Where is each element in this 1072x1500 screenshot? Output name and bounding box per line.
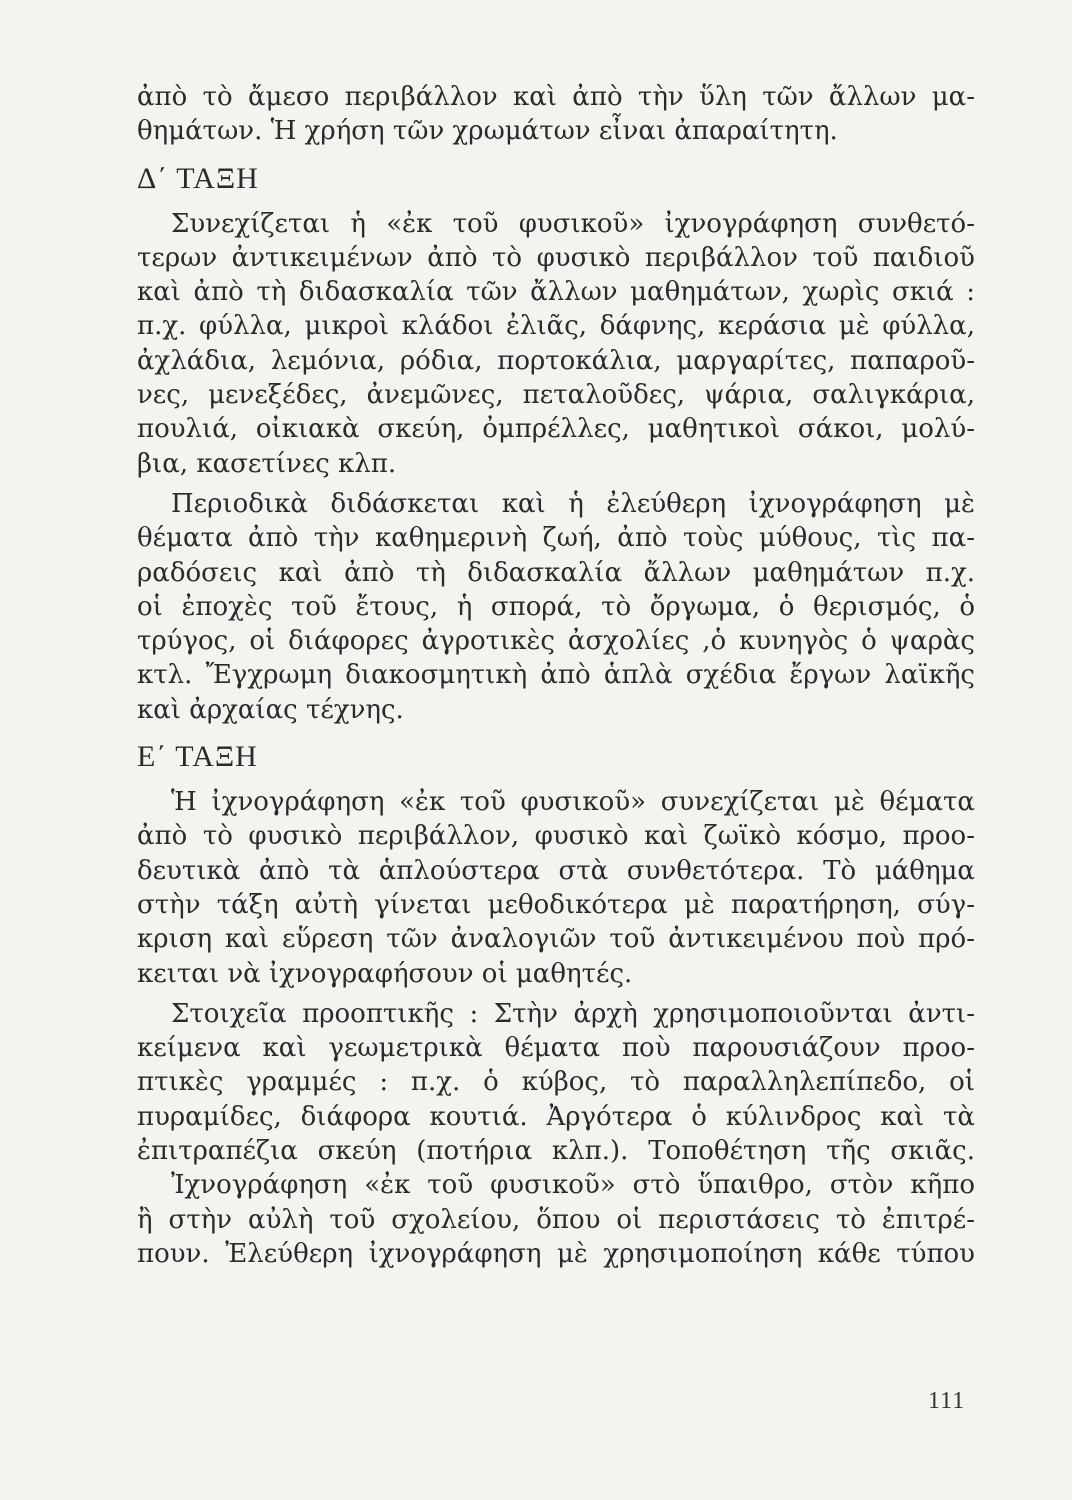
- text-line: πτικὲς γραμμές : π.χ. ὁ κύβος, τὸ παραλληλεπίπεδο, οἱ: [137, 1067, 975, 1098]
- text-line: Ἡ ἰχνογράφηση «ἐκ τοῦ φυσικοῦ» συνεχίζεται μὲ θέματα: [171, 787, 975, 818]
- text-line: ἀπὸ τὸ φυσικὸ περιβάλλον, φυσικὸ καὶ ζωϊκὸ κόσμο, προο-: [137, 821, 975, 852]
- text-line: ἀπὸ τὸ ἄμεσο περιβάλλον καὶ ἀπὸ τὴν ὕλη τῶν ἄλλων μα-: [137, 82, 975, 112]
- document-page: [137, 80, 975, 1271]
- text-line: τερων ἀντικειμένων ἀπὸ τὸ φυσικὸ περιβάλλον τοῦ παιδιοῦ: [137, 242, 975, 273]
- text-line: θημάτων. Ἡ χρήση τῶν χρωμάτων εἶναι ἀπαραίτητη.: [137, 116, 838, 147]
- text-line: καὶ ἀρχαίας τέχνης.: [137, 694, 404, 725]
- text-line: πουλιά, οἰκιακὰ σκεύη, ὀμπρέλλες, μαθητικοὶ σάκοι, μολύ-: [137, 414, 975, 445]
- text-line: οἱ ἐποχὲς τοῦ ἔτους, ἡ σπορά, τὸ ὄργωμα, ὁ θερισμός, ὁ: [137, 591, 975, 622]
- text-line: πυραμίδες, διάφορα κουτιά. Ἀργότερα ὁ κύλινδρος καὶ τὰ: [137, 1101, 975, 1132]
- text-line: π.χ. φύλλα, μικροὶ κλάδοι ἐλιᾶς, δάφνης, κεράσια μὲ φύλλα,: [137, 311, 975, 342]
- section-d-paragraph-1: [137, 207, 975, 481]
- text-line: θέματα ἀπὸ τὴν καθημερινὴ ζωή, ἀπὸ τοὺς μύθους, τὶς πα-: [137, 523, 975, 554]
- text-line: τρύγος, οἱ διάφορες ἀγροτικὲς ἀσχολίες ,ὁ κυνηγὸς ὁ ψαρὰς: [137, 626, 975, 657]
- text-line: ἀχλάδια, λεμόνια, ρόδια, πορτοκάλια, μαργαρίτες, παπαροῦ-: [137, 345, 975, 376]
- text-line: καὶ ἀπὸ τὴ διδασκαλία τῶν ἄλλων μαθημάτων, χωρὶς σκιά :: [137, 277, 975, 308]
- text-line: ἐπιτραπέζια σκεύη (ποτήρια κλπ.). Τοποθέτηση τῆς σκιᾶς.: [137, 1136, 975, 1167]
- text-line: πουν. Ἐλεύθερη ἰχνογράφηση μὲ χρησιμοποίηση κάθε τύπου: [137, 1238, 975, 1269]
- section-d-paragraph-2: [137, 487, 975, 727]
- text-line: Συνεχίζεται ἡ «ἐκ τοῦ φυσικοῦ» ἰχνογράφηση συνθετό-: [171, 208, 975, 239]
- text-line: Στοιχεῖα προοπτικῆς : Στὴν ἀρχὴ χρησιμοποιοῦνται ἀντι-: [171, 998, 975, 1029]
- text-line: κριση καὶ εὕρεση τῶν ἀναλογιῶν τοῦ ἀντικειμένου ποὺ πρό-: [137, 924, 975, 955]
- section-e-paragraph-1: [137, 785, 975, 991]
- text-line: στὴν τάξη αὐτὴ γίνεται μεθοδικότερα μὲ παρατήρηση, σύγ-: [137, 889, 975, 920]
- text-line: κτλ. Ἔγχρωμη διακοσμητικὴ ἀπὸ ἁπλὰ σχέδια ἔργων λαϊκῆς: [137, 660, 975, 691]
- text-line: ραδόσεις καὶ ἀπὸ τὴ διδασκαλία ἄλλων μαθημάτων π.χ.: [137, 557, 975, 588]
- text-line: Περιοδικὰ διδάσκεται καὶ ἡ ἐλεύθερη ἰχνογράφηση μὲ: [171, 488, 975, 519]
- text-line: Ἰχνογράφηση «ἐκ τοῦ φυσικοῦ» στὸ ὕπαιθρο, στὸν κῆπο: [171, 1170, 975, 1201]
- section-e-paragraph-2: [137, 997, 975, 1168]
- text-line: κείμενα καὶ γεωμετρικὰ θέματα ποὺ παρουσιάζουν προο-: [137, 1033, 975, 1064]
- section-heading-e: Ε΄ ΤΑΞΗ: [137, 740, 258, 774]
- text-line: δευτικὰ ἀπὸ τὰ ἁπλούστερα στὰ συνθετότερα. Τὸ μάθημα: [137, 855, 975, 886]
- text-line: κειται νὰ ἰχνογραφήσουν οἱ μαθητές.: [137, 958, 633, 989]
- page-number: 111: [928, 1388, 966, 1414]
- text-line: νες, μενεξέδες, ἀνεμῶνες, πεταλοῦδες, ψάρια, σαλιγκάρια,: [137, 380, 975, 411]
- section-heading-d: Δ΄ ΤΑΞΗ: [137, 161, 259, 195]
- text-line: βια, κασετίνες κλπ.: [137, 448, 397, 479]
- text-line: ἢ στὴν αὐλὴ τοῦ σχολείου, ὅπου οἱ περιστάσεις τὸ ἐπιτρέ-: [137, 1204, 975, 1235]
- section-e-paragraph-3: [137, 1168, 975, 1271]
- intro-paragraph: [137, 80, 975, 149]
